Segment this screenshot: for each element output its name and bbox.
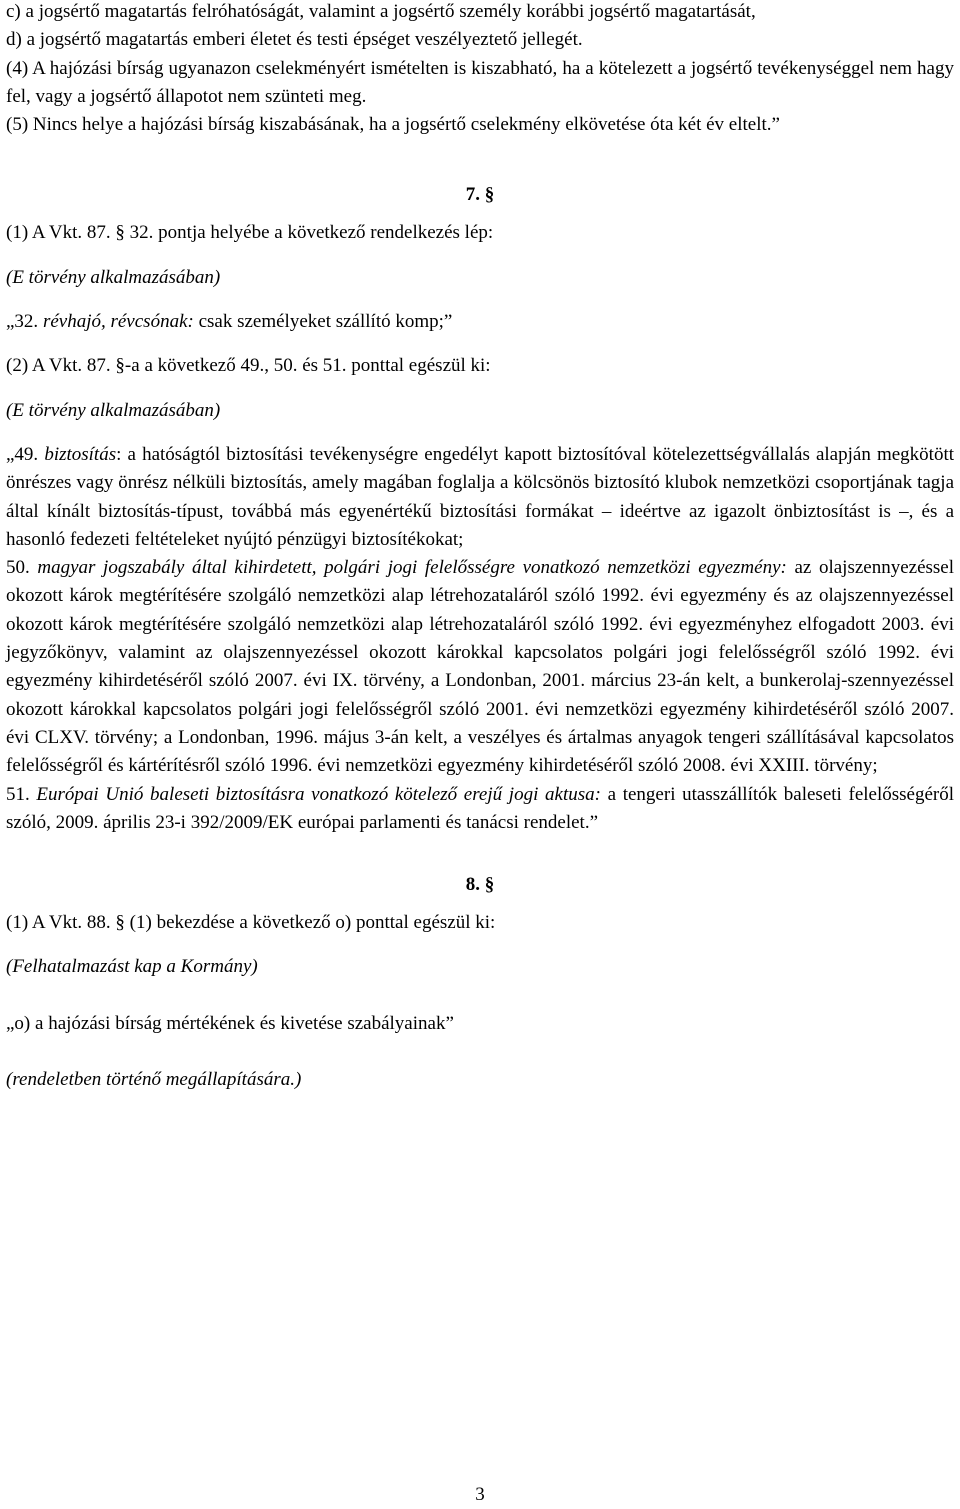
definition-32-term: révhajó, révcsónak: — [42, 311, 194, 333]
definition-50 — [6, 554, 954, 780]
paragraph-4: (4) A hajózási bírság ugyanazon cselekményért ismételten is kiszabható, ha a kötelezett a jogsértő tevékenységgel nem hagy fel, vagy a jogsértő állapotot nem szünteti meg. — [6, 57, 954, 107]
section-7-paragraph-2: (2) A Vkt. 87. §-a a következő 49., 50. és 51. ponttal egészül ki: — [6, 355, 491, 377]
paragraph-c: c) a jogsértő magatartás felróhatóságát, valamint a jogsértő személy korábbi jogsértő magatartását, — [6, 1, 756, 22]
definition-51-term: Európai Unió baleseti biztosításra vonatkozó kötelező erejű jogi aktusa: — [36, 783, 601, 805]
definition-32-number: „32. — [6, 311, 43, 333]
section-7-paragraph-1: (1) A Vkt. 87. § 32. pontja helyébe a következő rendelkezés lép: — [6, 222, 494, 244]
section-8-paragraph-1: (1) A Vkt. 88. § (1) bekezdése a következő o) ponttal egészül ki: — [6, 912, 496, 934]
paragraph-5: (5) Nincs helye a hajózási bírság kiszabásának, ha a jogsértő cselekmény elkövetése óta két év eltelt.” — [6, 114, 780, 136]
definition-49-term: biztosítás — [44, 443, 117, 465]
section-8-context-1: (Felhatalmazást kap a Kormány) — [6, 956, 258, 978]
item-o: „o) a hajózási bírság mértékének és kivetése szabályainak” — [6, 1012, 454, 1034]
paragraph-d: d) a jogsértő magatartás emberi életet és testi épséget veszélyeztető jellegét. — [6, 29, 583, 51]
section-8-context-2: (rendeletben történő megállapítására.) — [6, 1069, 302, 1091]
definition-49-number: „49. — [6, 443, 45, 465]
definition-32-text: csak személyeket szállító komp;” — [193, 311, 453, 333]
section-7-context-2: (E törvény alkalmazásában) — [6, 399, 221, 421]
definition-50-term: magyar jogszabály által kihirdetett, polgári jogi felelősségre vonatkozó nemzetközi egyezmény: — [37, 557, 787, 579]
definition-32 — [6, 308, 954, 336]
definition-50-number: 50. — [6, 557, 38, 579]
section-8-heading: 8. § — [465, 874, 495, 896]
definition-51 — [6, 781, 954, 838]
document-page — [6, 0, 954, 1094]
page-number: 3 — [475, 1484, 485, 1505]
definition-51-number: 51. — [6, 783, 37, 805]
definition-51-text: a tengeri utasszállítók baleseti felelősségéről szóló, 2009. április 23-i 392/2009/EK európai parlamenti és tanácsi rendelet.” — [6, 783, 954, 833]
definition-49-text: : a hatóságtól biztosítási tevékenységre engedélyt kapott biztosítóval kötelezettségvállalás alapján megkötött önrészes vagy önrész nélküli biztosítás, amely magában foglalja a kölcsönös biztosító klubok nemzetközi csoportjának tagja által kínált biztosítás-típust, továbbá más egyenértékű biztosítási formákat – ideértve az igazolt önbiztosítást is –, és a hasonló fedezeti feltételeket nyújtó pénzügyi biztosítékokat; — [6, 443, 954, 550]
definition-49 — [6, 441, 954, 554]
section-7-context-1: (E törvény alkalmazásában) — [6, 266, 221, 288]
section-7-heading: 7. § — [465, 184, 495, 206]
definition-50-text: az olajszennyezéssel okozott károk megtérítésére szolgáló nemzetközi alap létrehozataláról szóló 1992. évi egyezmény és az olajszennyezéssel okozott károk megtérítésére szolgáló nemzetközi alap létrehozataláról szóló 1992. évi egyezményhez elfogadott 2003. évi jegyzőkönyv, valamint az olajszennyezéssel okozott károkkal kapcsolatos polgári jogi felelősségről szóló 1992. évi egyezmény kihirdetéséről szóló 2007. évi IX. törvény, a Londonban, 2001. március 23-án kelt, a bunkerolaj-szennyezéssel okozott károkkal kapcsolatos polgári jogi felelősségről szóló 2001. évi nemzetközi egyezmény kihirdetéséről szóló 2007. évi CLXV. törvény; a Londonban, 1996. május 3-án kelt, a veszélyes és ártalmas anyagok tengeri szállításával kapcsolatos felelősségről és kártérítésről szóló 1996. évi nemzetközi egyezmény kihirdetéséről szóló 2008. évi XXIII. törvény; — [6, 557, 955, 777]
